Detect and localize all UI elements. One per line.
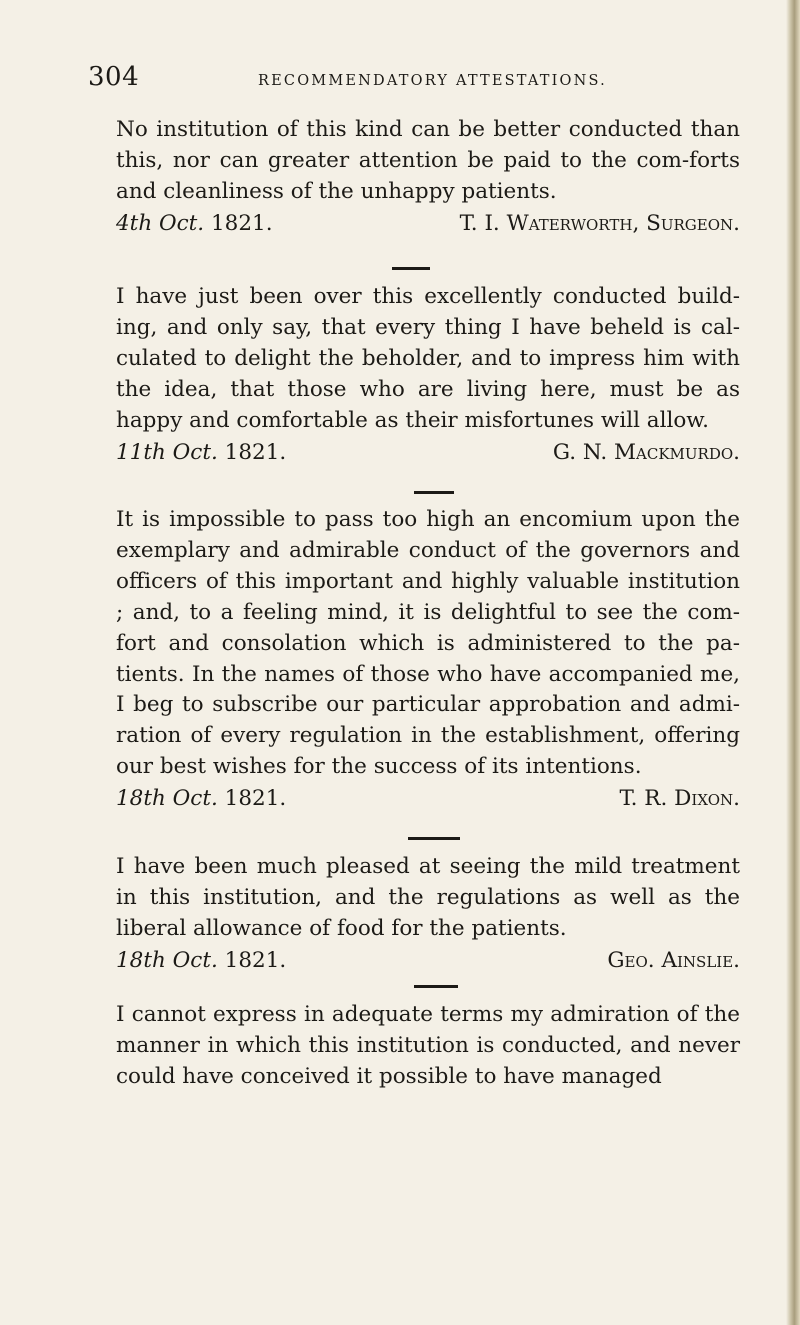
signature-line: [116, 437, 740, 468]
attestation-date: [116, 437, 286, 468]
attestation-5: [116, 1000, 740, 1093]
section-divider: [408, 837, 460, 840]
attestation-text: It is impossible to pass too high an encomium upon the exemplary and admirable conduct of the governors and officers of this important and highly valuable institution ; and, to a feeling mind, it is delightful to see the com-fort and consolation which is administered to the pa-tients. In the names of those who have accompanied me, I beg to subscribe our particular approbation and admi-ration of every regulation in the establishment, offering our best wishes for the success of its intentions.: [116, 507, 740, 780]
attestation-date-year: 1821.: [224, 947, 287, 973]
attestation-date-year: 1821.: [211, 210, 273, 236]
attestation-date: [116, 783, 286, 814]
attestation-date-day: 4th Oct.: [116, 210, 205, 236]
attestation-text: No institution of this kind can be better conducted than this, nor can greater attention be paid to the com-forts and cleanliness of the unhappy patients.: [116, 117, 740, 204]
attestation-date-day: 18th Oct.: [116, 786, 218, 812]
attestation-text: I cannot express in adequate terms my admiration of the manner in which this institution is conducted, and never could have conceived it possible to have managed: [116, 1002, 740, 1089]
attestation-1: [116, 115, 740, 239]
attestation-text: I have just been over this excellently conducted build-ing, and only say, that every thing I have beheld is cal-culated to delight the beholder, and to impress him with the idea, that those who are living here, must be as happy and comfortable as their misfortunes will allow.: [116, 284, 740, 433]
section-divider: [414, 985, 458, 988]
attestation-date-year: 1821.: [224, 439, 287, 465]
signature-line: [116, 945, 740, 976]
attestation-date-day: 11th Oct.: [116, 439, 218, 465]
attestation-date: [116, 208, 273, 239]
attestation-text: I have been much pleased at seeing the mild treatment in this institution, and the regulations as well as the liberal allowance of food for the patients.: [116, 854, 740, 941]
attestation-2: [116, 282, 740, 468]
attestation-signer: T. I. Waterworth, Surgeon.: [459, 210, 740, 236]
signature-line: [116, 783, 740, 814]
running-head: RECOMMENDATORY ATTESTATIONS.: [258, 73, 607, 89]
attestation-4: [116, 852, 740, 976]
attestation-date-year: 1821.: [224, 786, 287, 812]
section-divider: [414, 491, 454, 494]
page-header: [0, 62, 800, 102]
attestation-date-day: 18th Oct.: [116, 947, 218, 973]
attestation-3: [116, 505, 740, 814]
page-edge-shadow: [786, 0, 800, 1325]
signature-line: [116, 208, 740, 239]
section-divider: [392, 267, 430, 270]
page-number: 304: [88, 62, 140, 92]
attestation-date: [116, 945, 286, 976]
attestation-signer: Geo. Ainslie.: [607, 947, 740, 973]
attestation-signer: G. N. Mackmurdo.: [552, 439, 740, 465]
attestation-signer: T. R. Dixon.: [619, 786, 740, 812]
